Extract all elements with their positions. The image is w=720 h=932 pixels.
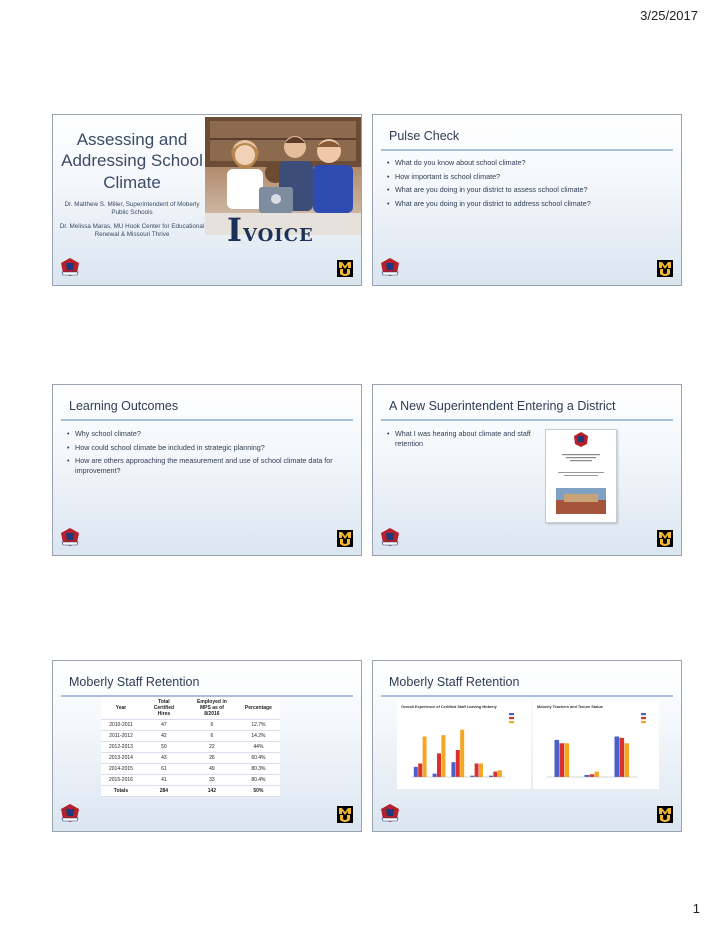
author-1: Dr. Matthew S. Miller, Superintendent of Moberly Public Schools bbox=[64, 201, 200, 217]
cell: 41 bbox=[141, 775, 187, 786]
cell: 2015-2016 bbox=[101, 775, 141, 786]
bar bbox=[590, 774, 595, 777]
bar bbox=[595, 772, 600, 777]
chart-legend bbox=[641, 713, 646, 723]
bar bbox=[560, 743, 565, 777]
cell: 14.2% bbox=[237, 731, 280, 742]
bullet-item: • What do you know about school climate? bbox=[387, 158, 673, 168]
slide-heading: Moberly Staff Retention bbox=[69, 675, 200, 689]
bullet-list bbox=[67, 429, 353, 480]
cell: 2010-2011 bbox=[101, 720, 141, 731]
table-row bbox=[101, 720, 280, 731]
slide-heading: A New Superintendent Entering a District bbox=[389, 399, 616, 413]
cell: 2014-2015 bbox=[101, 764, 141, 775]
bar bbox=[498, 770, 502, 777]
bullet-item: • How are others approaching the measurement and use of school climate data for improvement? bbox=[67, 456, 353, 475]
bar bbox=[625, 743, 630, 777]
cell: 42 bbox=[141, 731, 187, 742]
spartan-logo-icon bbox=[379, 527, 401, 547]
chart-legend bbox=[509, 713, 514, 723]
cell: 44% bbox=[237, 742, 280, 753]
table-row bbox=[101, 731, 280, 742]
cell: 6 bbox=[187, 720, 237, 731]
mizzou-logo-icon bbox=[337, 530, 353, 547]
title-rule bbox=[381, 695, 673, 697]
cell: 33 bbox=[187, 775, 237, 786]
cell: 6 bbox=[187, 731, 237, 742]
slide-title-heading: Assessing and Addressing School Climate bbox=[61, 130, 203, 192]
retention-table bbox=[101, 697, 280, 797]
bar bbox=[460, 730, 464, 777]
cell: 142 bbox=[187, 786, 237, 797]
bullet-item: • What I was hearing about climate and staff retention bbox=[387, 429, 531, 448]
column-header: Employed in MPS as of 8/2016 bbox=[187, 697, 237, 720]
legend-swatch bbox=[509, 717, 514, 719]
spartan-logo-icon bbox=[59, 527, 81, 547]
tenure-status-chart bbox=[533, 701, 659, 789]
bullet-list bbox=[387, 158, 673, 213]
cell: 22 bbox=[187, 742, 237, 753]
spartan-logo-icon bbox=[379, 257, 401, 277]
bar bbox=[565, 743, 570, 777]
spartan-logo-icon bbox=[59, 803, 81, 823]
cell: 43 bbox=[141, 753, 187, 764]
slide-heading: Moberly Staff Retention bbox=[389, 675, 520, 689]
spartan-logo-icon bbox=[379, 803, 401, 823]
bar bbox=[479, 764, 483, 778]
cell: Totals bbox=[101, 786, 141, 797]
bar bbox=[451, 762, 455, 777]
legend-swatch bbox=[509, 721, 514, 723]
bullet-item: • How important is school climate? bbox=[387, 172, 673, 182]
table-row bbox=[101, 775, 280, 786]
bullet-item: • How could school climate be included in strategic planning? bbox=[67, 443, 353, 453]
bar bbox=[475, 764, 479, 778]
bar bbox=[470, 776, 474, 777]
legend-swatch bbox=[641, 721, 646, 723]
chart-bars bbox=[414, 730, 502, 777]
bullet-item: • What are you doing in your district to address school climate? bbox=[387, 199, 673, 209]
cell: 2012-2013 bbox=[101, 742, 141, 753]
legend-swatch bbox=[509, 713, 514, 715]
mizzou-logo-icon bbox=[657, 806, 673, 823]
cell: 2011-2012 bbox=[101, 731, 141, 742]
cell: 49 bbox=[187, 764, 237, 775]
column-header: Total Certified Hires bbox=[141, 697, 187, 720]
bar bbox=[437, 753, 441, 777]
mizzou-logo-icon bbox=[657, 260, 673, 277]
bar bbox=[441, 735, 445, 777]
cell: 12.7% bbox=[237, 720, 280, 731]
cell: 26 bbox=[187, 753, 237, 764]
title-rule bbox=[61, 419, 353, 421]
slide-staff-retention-charts bbox=[372, 660, 682, 832]
table-header-row bbox=[101, 697, 280, 720]
report-document-thumbnail bbox=[545, 429, 617, 523]
author-2: Dr. Melissa Maras, MU Hook Center for Educational Renewal & Missouri Thrive bbox=[59, 223, 205, 239]
cell: 50 bbox=[141, 742, 187, 753]
cell: 284 bbox=[141, 786, 187, 797]
cell: 50% bbox=[237, 786, 280, 797]
voice-logo: IVOICE bbox=[227, 211, 314, 249]
bar bbox=[585, 775, 590, 777]
cell: 60.4% bbox=[237, 753, 280, 764]
title-rule bbox=[381, 149, 673, 151]
title-rule bbox=[381, 419, 673, 421]
cell: 80.4% bbox=[237, 775, 280, 786]
bar bbox=[615, 737, 620, 778]
overall-experience-chart bbox=[397, 701, 531, 789]
bullet-list bbox=[387, 429, 531, 452]
column-header: Year bbox=[101, 697, 141, 720]
table-row bbox=[101, 764, 280, 775]
chart-bars bbox=[555, 737, 630, 778]
table-total-row bbox=[101, 786, 280, 797]
table-row bbox=[101, 742, 280, 753]
bullet-item: • What are you doing in your district to assess school climate? bbox=[387, 185, 673, 195]
table-row bbox=[101, 753, 280, 764]
legend-swatch bbox=[641, 713, 646, 715]
chart-title: Moberly Teachers and Tenure Status bbox=[537, 705, 603, 709]
spartan-logo-icon bbox=[59, 257, 81, 277]
mizzou-logo-icon bbox=[337, 260, 353, 277]
chart-title: Overall Experience of Certified Staff Leaving Moberly bbox=[401, 705, 497, 709]
bullet-item: • Why school climate? bbox=[67, 429, 353, 439]
page-date: 3/25/2017 bbox=[640, 8, 698, 23]
bar bbox=[493, 772, 497, 777]
slide-title bbox=[52, 114, 362, 286]
slide-heading: Pulse Check bbox=[389, 129, 460, 143]
bar bbox=[456, 750, 460, 777]
slide-pulse-check bbox=[372, 114, 682, 286]
slide-staff-retention-table bbox=[52, 660, 362, 832]
mizzou-logo-icon bbox=[657, 530, 673, 547]
legend-swatch bbox=[641, 717, 646, 719]
bar bbox=[433, 774, 437, 777]
bar bbox=[620, 738, 625, 777]
slide-new-superintendent bbox=[372, 384, 682, 556]
mizzou-logo-icon bbox=[337, 806, 353, 823]
cell: 80.3% bbox=[237, 764, 280, 775]
column-header: Percentage bbox=[237, 697, 280, 720]
bar bbox=[423, 737, 427, 778]
bar bbox=[418, 764, 422, 778]
slide-learning-outcomes bbox=[52, 384, 362, 556]
cell: 61 bbox=[141, 764, 187, 775]
bar bbox=[414, 767, 418, 777]
page-number: 1 bbox=[692, 901, 700, 916]
bar bbox=[555, 740, 560, 777]
bar bbox=[489, 776, 493, 777]
cell: 47 bbox=[141, 720, 187, 731]
cell: 2013-2014 bbox=[101, 753, 141, 764]
slide-heading: Learning Outcomes bbox=[69, 399, 179, 413]
